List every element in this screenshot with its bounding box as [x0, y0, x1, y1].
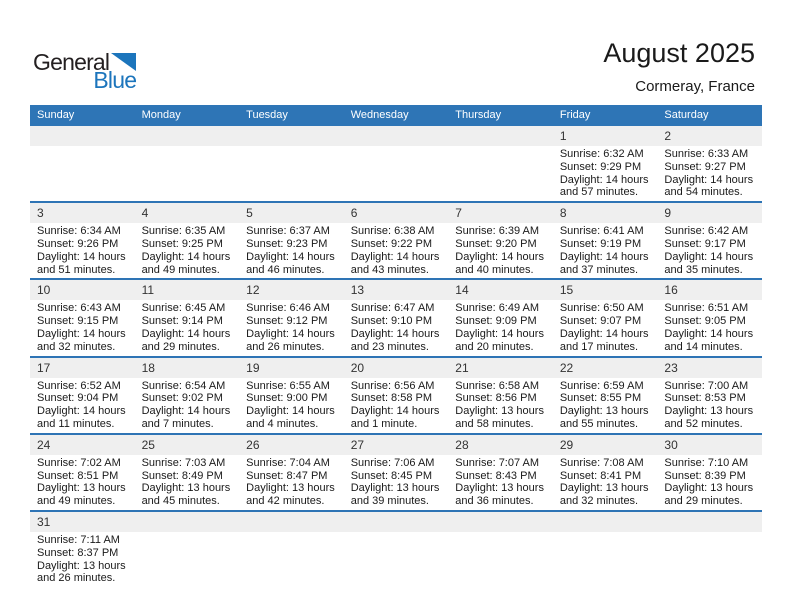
sunset-text: Sunset: 8:45 PM — [350, 469, 433, 482]
week-content — [30, 300, 762, 355]
day-cell — [553, 300, 658, 355]
sunrise-text: Sunrise: 6:46 AM — [246, 302, 330, 315]
sunset-text: Sunset: 8:39 PM — [664, 469, 746, 482]
sunrise-text: Sunrise: 7:06 AM — [350, 456, 435, 469]
week-row — [30, 126, 762, 203]
daylight-text-line1: Daylight: 14 hours — [664, 250, 754, 263]
sunset-text: Sunset: 9:04 PM — [37, 392, 119, 405]
day-number-band — [30, 126, 762, 146]
day-number: 25 — [141, 437, 155, 452]
daylight-text-line2: and 32 minutes. — [559, 495, 639, 508]
daylight-text-line2: and 40 minutes. — [455, 263, 534, 276]
daylight-text-line1: Daylight: 14 hours — [37, 327, 126, 340]
sunrise-text: Sunrise: 6:34 AM — [37, 225, 121, 238]
sunrise-text: Sunrise: 6:38 AM — [350, 225, 435, 238]
daylight-text-line2: and 4 minutes. — [246, 417, 319, 430]
sunset-text: Sunset: 9:00 PM — [246, 392, 328, 405]
sunset-text: Sunset: 9:15 PM — [37, 315, 119, 328]
empty-day-number — [239, 126, 344, 146]
sunrise-text: Sunrise: 6:58 AM — [455, 379, 540, 392]
sunrise-text: Sunrise: 6:33 AM — [664, 148, 749, 160]
sunrise-text: Sunrise: 6:47 AM — [350, 302, 435, 315]
weekday-row — [30, 105, 762, 126]
daylight-text-line1: Daylight: 13 hours — [664, 482, 754, 495]
day-cell — [553, 455, 658, 510]
sunset-text: Sunset: 9:26 PM — [37, 237, 119, 250]
daylight-text-line1: Daylight: 14 hours — [37, 405, 126, 418]
daylight-text-line1: Daylight: 13 hours — [141, 482, 231, 495]
day-number: 4 — [141, 206, 149, 221]
daylight-text-line2: and 32 minutes. — [37, 340, 116, 353]
week-content — [30, 378, 762, 433]
daylight-text-line2: and 49 minutes. — [37, 495, 116, 508]
daylight-text-line1: Daylight: 14 hours — [559, 327, 649, 340]
day-number: 6 — [350, 206, 358, 221]
week-row — [30, 280, 762, 357]
empty-day-number — [239, 512, 344, 532]
day-cell — [657, 223, 762, 278]
week-row — [30, 358, 762, 435]
daylight-text-line2: and 45 minutes. — [141, 495, 220, 508]
day-number: 13 — [350, 283, 365, 298]
sunrise-text: Sunrise: 6:43 AM — [37, 302, 121, 315]
sunset-text: Sunset: 8:51 PM — [37, 469, 119, 482]
daylight-text-line2: and 23 minutes. — [350, 340, 429, 353]
sunset-text: Sunset: 9:20 PM — [455, 237, 537, 250]
sunrise-text: Sunrise: 6:42 AM — [664, 225, 749, 238]
location-subtitle: Cormeray, France — [635, 78, 755, 95]
day-cell — [657, 146, 762, 201]
day-number: 12 — [246, 283, 260, 298]
empty-day-cell — [344, 532, 449, 587]
empty-day-cell — [657, 532, 762, 587]
daylight-text-line1: Daylight: 14 hours — [350, 405, 440, 418]
daylight-text-line1: Daylight: 14 hours — [141, 405, 231, 418]
daylight-text-line1: Daylight: 14 hours — [455, 327, 544, 340]
sunset-text: Sunset: 9:07 PM — [559, 315, 642, 328]
day-number: 10 — [37, 283, 51, 298]
day-cell — [239, 223, 344, 278]
day-number: 5 — [246, 206, 253, 221]
daylight-text-line2: and 57 minutes. — [559, 186, 639, 199]
day-number: 7 — [455, 206, 462, 221]
daylight-text-line2: and 52 minutes. — [664, 417, 743, 430]
day-cell — [30, 532, 135, 587]
sunset-text: Sunset: 9:12 PM — [246, 315, 328, 328]
empty-day-number — [657, 512, 762, 532]
daylight-text-line1: Daylight: 14 hours — [559, 250, 649, 263]
day-number: 24 — [37, 437, 51, 452]
sunset-text: Sunset: 9:02 PM — [141, 392, 223, 405]
empty-day-cell — [448, 532, 553, 587]
calendar-table — [30, 105, 762, 587]
daylight-text-line1: Daylight: 13 hours — [559, 482, 649, 495]
weekday-header-friday: Friday — [559, 109, 591, 121]
day-cell — [448, 378, 553, 433]
day-number: 2 — [664, 129, 672, 143]
week-row — [30, 203, 762, 280]
daylight-text-line2: and 26 minutes. — [37, 572, 116, 585]
empty-day-number — [344, 512, 449, 532]
weekday-header-sunday: Sunday — [37, 109, 75, 121]
daylight-text-line1: Daylight: 13 hours — [559, 405, 649, 418]
empty-day-cell — [553, 532, 658, 587]
daylight-text-line1: Daylight: 13 hours — [37, 482, 126, 495]
sunset-text: Sunset: 8:37 PM — [37, 546, 119, 559]
day-number: 30 — [664, 437, 678, 452]
weekday-header-monday: Monday — [141, 109, 181, 121]
day-number-band — [30, 358, 762, 378]
day-number: 11 — [141, 283, 155, 298]
day-number: 29 — [559, 437, 574, 452]
week-content — [30, 146, 762, 201]
sunset-text: Sunset: 9:29 PM — [559, 160, 642, 173]
day-cell — [657, 300, 762, 355]
weeks-container — [30, 126, 762, 587]
empty-day-number — [344, 126, 449, 146]
day-number: 9 — [664, 206, 672, 221]
sunrise-text: Sunrise: 6:52 AM — [37, 379, 121, 392]
sunrise-text: Sunrise: 6:39 AM — [455, 225, 540, 238]
daylight-text-line2: and 26 minutes. — [246, 340, 325, 353]
general-blue-logo — [33, 50, 136, 93]
day-number: 27 — [350, 437, 365, 452]
day-cell — [553, 223, 658, 278]
sunrise-text: Sunrise: 6:45 AM — [141, 302, 226, 315]
sunset-text: Sunset: 9:17 PM — [664, 237, 746, 250]
sunrise-text: Sunrise: 6:41 AM — [559, 225, 644, 238]
sunset-text: Sunset: 8:58 PM — [350, 392, 433, 405]
empty-day-number — [448, 126, 553, 146]
page-title: August 2025 — [603, 38, 755, 68]
daylight-text-line2: and 54 minutes. — [664, 186, 743, 199]
sunrise-text: Sunrise: 6:56 AM — [350, 379, 435, 392]
sunset-text: Sunset: 9:25 PM — [141, 237, 223, 250]
day-cell — [135, 378, 240, 433]
sunset-text: Sunset: 8:55 PM — [559, 392, 642, 405]
daylight-text-line2: and 43 minutes. — [350, 263, 429, 276]
empty-day-number — [553, 512, 658, 532]
sunset-text: Sunset: 8:41 PM — [559, 469, 642, 482]
day-number: 14 — [455, 283, 469, 298]
sunrise-text: Sunrise: 6:51 AM — [664, 302, 749, 315]
logo-text-general: General — [33, 49, 110, 75]
day-number: 31 — [37, 514, 51, 529]
day-cell — [239, 378, 344, 433]
day-cell — [30, 300, 135, 355]
empty-day-number — [135, 512, 240, 532]
sunset-text: Sunset: 9:23 PM — [246, 237, 328, 250]
day-number-band — [30, 203, 762, 223]
empty-day-cell — [239, 146, 344, 201]
day-cell — [135, 300, 240, 355]
day-cell — [657, 455, 762, 510]
daylight-text-line2: and 37 minutes. — [559, 263, 639, 276]
daylight-text-line2: and 49 minutes. — [141, 263, 220, 276]
daylight-text-line2: and 11 minutes. — [37, 417, 115, 430]
sunrise-text: Sunrise: 6:50 AM — [559, 302, 644, 315]
empty-day-cell — [344, 146, 449, 201]
day-number: 26 — [246, 437, 260, 452]
sunrise-text: Sunrise: 6:32 AM — [559, 148, 644, 160]
weekday-header-thursday: Thursday — [455, 109, 502, 121]
day-number-band — [30, 435, 762, 455]
day-cell — [239, 455, 344, 510]
sunset-text: Sunset: 8:49 PM — [141, 469, 223, 482]
day-number: 3 — [37, 206, 44, 221]
daylight-text-line2: and 29 minutes. — [664, 495, 743, 508]
daylight-text-line1: Daylight: 14 hours — [246, 405, 335, 418]
daylight-text-line2: and 55 minutes. — [559, 417, 639, 430]
sunset-text: Sunset: 8:53 PM — [664, 392, 746, 405]
sunrise-text: Sunrise: 7:11 AM — [37, 533, 120, 546]
sunrise-text: Sunrise: 7:02 AM — [37, 456, 121, 469]
sunrise-text: Sunrise: 7:10 AM — [664, 456, 749, 469]
daylight-text-line1: Daylight: 13 hours — [246, 482, 335, 495]
day-number: 20 — [350, 360, 365, 375]
sunset-text: Sunset: 9:19 PM — [559, 237, 642, 250]
daylight-text-line1: Daylight: 14 hours — [246, 250, 335, 263]
empty-day-cell — [239, 532, 344, 587]
daylight-text-line2: and 39 minutes. — [350, 495, 429, 508]
sunrise-text: Sunrise: 6:35 AM — [141, 225, 226, 238]
daylight-text-line2: and 58 minutes. — [455, 417, 534, 430]
sunrise-text: Sunrise: 7:07 AM — [455, 456, 540, 469]
week-row — [30, 435, 762, 512]
day-cell — [448, 300, 553, 355]
sunrise-text: Sunrise: 6:54 AM — [141, 379, 226, 392]
daylight-text-line1: Daylight: 13 hours — [664, 405, 754, 418]
week-content — [30, 455, 762, 510]
day-cell — [657, 378, 762, 433]
day-cell — [344, 378, 449, 433]
sunrise-text: Sunrise: 6:59 AM — [559, 379, 644, 392]
empty-day-cell — [135, 146, 240, 201]
day-number: 1 — [559, 129, 567, 143]
day-number: 17 — [37, 360, 51, 375]
sunset-text: Sunset: 9:05 PM — [664, 315, 746, 328]
empty-day-cell — [135, 532, 240, 587]
day-cell — [344, 300, 449, 355]
day-cell — [239, 300, 344, 355]
day-cell — [135, 223, 240, 278]
daylight-text-line1: Daylight: 14 hours — [664, 327, 754, 340]
daylight-text-line2: and 36 minutes. — [455, 495, 534, 508]
day-cell — [30, 455, 135, 510]
sunset-text: Sunset: 8:47 PM — [246, 469, 328, 482]
daylight-text-line1: Daylight: 14 hours — [141, 327, 231, 340]
day-number: 16 — [664, 283, 678, 298]
daylight-text-line1: Daylight: 14 hours — [37, 250, 126, 263]
daylight-text-line1: Daylight: 14 hours — [455, 250, 544, 263]
day-number: 8 — [559, 206, 567, 221]
daylight-text-line1: Daylight: 13 hours — [37, 559, 126, 572]
daylight-text-line1: Daylight: 14 hours — [246, 327, 335, 340]
weekday-header-saturday: Saturday — [664, 109, 709, 121]
day-cell — [344, 223, 449, 278]
sunset-text: Sunset: 9:10 PM — [350, 315, 433, 328]
week-row — [30, 512, 762, 587]
day-number: 22 — [559, 360, 574, 375]
day-cell — [448, 455, 553, 510]
day-number: 21 — [455, 360, 469, 375]
logo-text-blue: Blue — [93, 67, 137, 93]
daylight-text-line2: and 14 minutes. — [664, 340, 743, 353]
daylight-text-line1: Daylight: 13 hours — [350, 482, 440, 495]
daylight-text-line2: and 51 minutes. — [37, 263, 116, 276]
day-number: 19 — [246, 360, 260, 375]
empty-day-cell — [448, 146, 553, 201]
daylight-text-line2: and 1 minute. — [350, 417, 418, 430]
day-cell — [553, 378, 658, 433]
day-cell — [553, 146, 658, 201]
sunrise-text: Sunrise: 6:55 AM — [246, 379, 330, 392]
day-cell — [448, 223, 553, 278]
day-cell — [344, 455, 449, 510]
daylight-text-line2: and 35 minutes. — [664, 263, 743, 276]
sunset-text: Sunset: 9:09 PM — [455, 315, 537, 328]
sunrise-text: Sunrise: 7:03 AM — [141, 456, 226, 469]
day-number: 28 — [455, 437, 469, 452]
day-number-band — [30, 280, 762, 300]
sunset-text: Sunset: 9:14 PM — [141, 315, 223, 328]
day-number-band — [30, 512, 762, 532]
week-content — [30, 223, 762, 278]
daylight-text-line2: and 29 minutes. — [141, 340, 220, 353]
sunset-text: Sunset: 8:56 PM — [455, 392, 537, 405]
sunset-text: Sunset: 8:43 PM — [455, 469, 537, 482]
sunrise-text: Sunrise: 7:00 AM — [664, 379, 749, 392]
day-cell — [30, 223, 135, 278]
day-number: 18 — [141, 360, 155, 375]
daylight-text-line2: and 7 minutes. — [141, 417, 214, 430]
sunrise-text: Sunrise: 7:04 AM — [246, 456, 330, 469]
daylight-text-line2: and 17 minutes. — [559, 340, 639, 353]
week-content — [30, 532, 762, 587]
day-number: 15 — [559, 283, 574, 298]
day-cell — [30, 378, 135, 433]
empty-day-cell — [30, 146, 135, 201]
daylight-text-line2: and 42 minutes. — [246, 495, 325, 508]
empty-day-number — [30, 126, 135, 146]
empty-day-number — [448, 512, 553, 532]
sunrise-text: Sunrise: 6:49 AM — [455, 302, 540, 315]
sunrise-text: Sunrise: 6:37 AM — [246, 225, 330, 238]
daylight-text-line2: and 46 minutes. — [246, 263, 325, 276]
daylight-text-line1: Daylight: 14 hours — [350, 250, 440, 263]
daylight-text-line1: Daylight: 13 hours — [455, 482, 544, 495]
daylight-text-line1: Daylight: 14 hours — [664, 173, 754, 186]
sunrise-text: Sunrise: 7:08 AM — [559, 456, 644, 469]
empty-day-number — [135, 126, 240, 146]
day-number: 23 — [664, 360, 678, 375]
daylight-text-line1: Daylight: 14 hours — [559, 173, 649, 186]
daylight-text-line1: Daylight: 14 hours — [350, 327, 440, 340]
weekday-header-wednesday: Wednesday — [350, 109, 409, 121]
day-cell — [135, 455, 240, 510]
weekday-header-tuesday: Tuesday — [246, 109, 288, 121]
daylight-text-line1: Daylight: 13 hours — [455, 405, 544, 418]
daylight-text-line2: and 20 minutes. — [455, 340, 534, 353]
daylight-text-line1: Daylight: 14 hours — [141, 250, 231, 263]
sunset-text: Sunset: 9:22 PM — [350, 237, 433, 250]
sunset-text: Sunset: 9:27 PM — [664, 160, 746, 173]
